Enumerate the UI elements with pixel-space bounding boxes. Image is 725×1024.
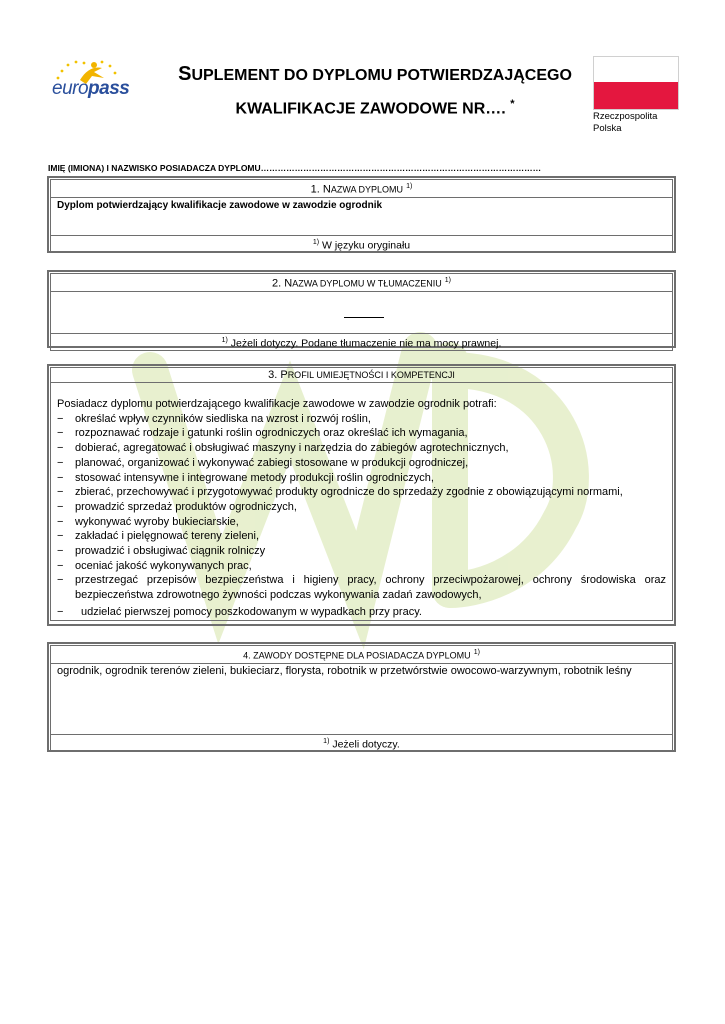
list-bullet: − [57,530,64,543]
section1-footnote-mark: 1) [406,183,413,190]
list-bullet: − [57,456,64,469]
section1-note-text: W języku oryginału [319,239,411,252]
list-item-text: przestrzegać przepisów bezpieczeństwa i higieny pracy, ochrony przeciwpożarowej, ochrony środowiska oraz bezpieczeństwa zdrowotnego żywności podczas wykonywania zadań zawodowych, [75,574,666,602]
list-item [57,426,666,441]
list-item [57,412,666,427]
list-item [57,441,666,456]
list-item-text: oceniać jakość wykonywanych prac, [75,559,252,572]
list-item [57,500,666,515]
section3-title: ROFIL UMIEJĘTNOŚCI I KOMPETENCJI [287,370,455,380]
list-bullet: − [57,559,64,572]
list-bullet: − [57,442,64,455]
section2-note-mark: 1) [221,336,228,344]
section1-note [51,236,672,253]
list-item [57,559,666,574]
skills-list [57,412,666,620]
section3-number: 3. P [268,369,288,381]
section1-number: 1. N [310,183,331,196]
document-title [170,60,580,123]
section2-content [51,292,672,334]
section4-content: ogrodnik, ogrodnik terenów zieleni, bukieciarz, florysta, robotnik w przetwórstwie owocowo-warzywnym, robotnik leśny [51,664,672,735]
section2-footnote-mark: 1) [444,277,451,284]
section3-header [51,368,672,383]
section-diploma-translation [47,270,676,348]
list-bullet: − [57,500,64,513]
flag-white-stripe [594,57,678,82]
list-item-text: określać wpływ czynników siedliska na wzrost i rozwój roślin, [75,412,371,425]
section-available-occupations [47,642,676,752]
list-item-text: wykonywać wyroby bukieciarskie, [75,515,239,528]
list-item [57,456,666,471]
list-item-text: rozpoznawać rodzaje i gatunki roślin ogrodniczych oraz określać ich wymagania, [75,427,468,440]
list-bullet: − [57,427,64,440]
list-bullet: − [57,605,64,618]
list-bullet: − [57,412,64,425]
flag-red-stripe [594,82,678,109]
title-marker: * [510,98,515,110]
country-line1: Rzeczpospolita [593,111,658,122]
section4-title: 4. ZAWODY DOSTĘPNE DLA POSIADACZA DYPLOMU [243,650,471,661]
list-bullet: − [57,545,64,558]
title-initial: S [178,63,192,85]
section2-number: 2. N [272,277,293,290]
logo-text-pass: pass [88,78,130,99]
section-skills-profile [47,364,676,626]
section4-note-mark: 1) [323,737,330,745]
list-item [57,471,666,486]
country-name [593,111,657,135]
list-bullet: − [57,515,64,528]
title-line1: UPLEMENT DO DYPLOMU POTWIERDZAJĄCEGO [191,67,572,84]
list-item-text: prowadzić i obsługiwać ciągnik rolniczy [75,545,266,558]
holder-name-field: IMIĘ (IMIONA) I NAZWISKO POSIADACZA DYPLOMU……………………………………………………………………………………… [48,163,542,173]
list-bullet: − [57,574,64,587]
section2-header [51,274,672,292]
list-item [57,529,666,544]
list-item-text: zbierać, przechowywać i przygotowywać produkty ogrodnicze do sprzedaży zgodnie z obowiązującymi normami, [75,486,623,499]
list-item [57,544,666,559]
empty-value-line [344,317,384,318]
list-bullet: − [57,486,64,499]
section3-intro: Posiadacz dyplomu potwierdzającego kwalifikacje zawodowe w zawodzie ogrodnik potrafi: [57,398,497,410]
country-line2: Polska [593,123,622,134]
list-item [57,605,666,620]
list-bullet: − [57,471,64,484]
section-diploma-name [47,176,676,253]
section2-note [51,334,672,351]
section2-note-text: Jeżeli dotyczy. Podane tłumaczenie nie ma mocy prawnej. [227,337,502,350]
list-item-text: prowadzić sprzedaż produktów ogrodniczych, [75,500,297,513]
list-item [57,573,666,602]
section3-content [51,383,672,620]
europass-logo [50,56,150,108]
list-item-text: zakładać i pielęgnować tereny zieleni, [75,530,260,543]
list-item-text: stosować intensywne i integrowane metody produkcji roślin ogrodniczych, [75,471,434,484]
section1-note-mark: 1) [312,238,320,246]
section1-title: AZWA DYPLOMU [330,184,404,195]
logo-text-euro: euro [52,78,89,99]
section4-header [51,646,672,664]
list-item-text: planować, organizować i wykonywać zabiegi stosowane w produkcji ogrodniczej, [75,456,469,469]
section1-content: Dyplom potwierdzający kwalifikacje zawodowe w zawodzie ogrodnik [51,198,672,236]
section2-title: AZWA DYPLOMU W TŁUMACZENIU [292,278,442,289]
list-item-text: dobierać, agregatować i obsługiwać maszyny i narzędzia do zabiegów agrotechnicznych, [75,442,509,455]
list-item [57,515,666,530]
list-item [57,485,666,500]
section4-footnote-mark: 1) [473,649,480,656]
list-item-text: udzielać pierwszej pomocy poszkodowanym w wypadkach przy pracy. [81,605,422,618]
section4-note-text: Jeżeli dotyczy. [329,738,400,751]
title-line2: KWALIFIKACJE ZAWODOWE NR…. [235,100,506,118]
poland-flag [593,56,679,110]
section4-note [51,735,672,752]
section1-header [51,180,672,198]
